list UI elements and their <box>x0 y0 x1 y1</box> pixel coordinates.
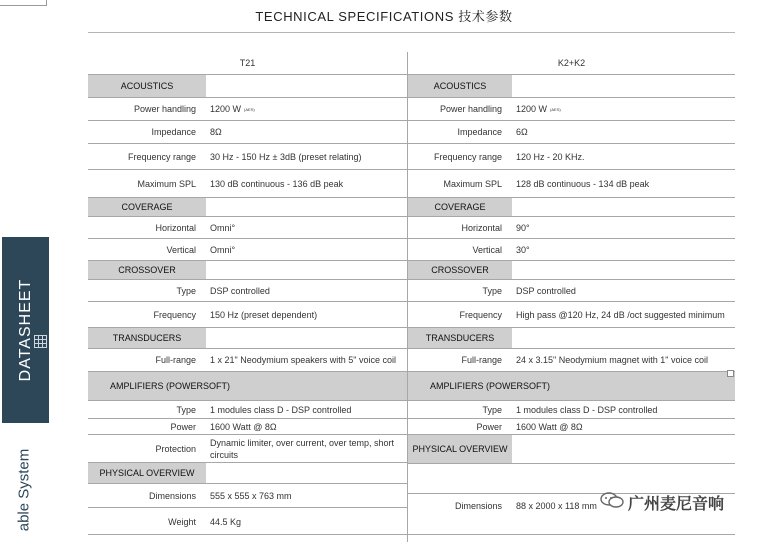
left-section-header: TRANSDUCERS <box>88 327 206 348</box>
watermark-text: 广州麦尼音响 <box>628 496 725 513</box>
right-spec-value <box>512 279 735 301</box>
spec-value-text: 30 Hz - 150 Hz ± 3dB (preset relating) <box>210 151 362 162</box>
spec-value-text: Dynamic limiter, over current, over temp, short circuits <box>210 437 395 460</box>
left-spec-value <box>206 143 407 169</box>
left-spec-value <box>206 169 407 197</box>
right-spec-label: Dimensions <box>408 493 512 517</box>
left-section-header: CROSSOVER <box>88 260 206 279</box>
spec-value-text: 1600 Watt @ 8Ω <box>516 421 583 432</box>
right-spec-value <box>512 143 735 169</box>
left-spec-label: Protection <box>88 434 206 462</box>
left-spec-value <box>206 400 407 418</box>
left-spec-label: Weight <box>88 507 206 536</box>
right-section-header: TRANSDUCERS <box>408 327 512 348</box>
left-spec-label: Type <box>88 400 206 418</box>
left-spec-value <box>206 507 407 536</box>
left-spec-label: Power <box>88 418 206 434</box>
right-spec-value <box>512 169 735 197</box>
left-section-header: ACOUSTICS <box>88 74 206 97</box>
left-spec-label: Full-range <box>88 348 206 371</box>
right-section-header: COVERAGE <box>408 197 512 216</box>
right-spec-label: Impedance <box>408 120 512 143</box>
right-spec-value <box>512 348 735 371</box>
spec-value-text: 30° <box>516 244 530 255</box>
left-spec-label: Maximum SPL <box>88 169 206 197</box>
right-section-header: ACOUSTICS <box>408 74 512 97</box>
right-section-blank <box>512 74 735 97</box>
left-spec-value <box>206 348 407 371</box>
datasheet-tab-label: DATASHEET <box>16 278 34 382</box>
spec-value-text: 1 x 21" Neodymium speakers with 5" voice coil <box>210 355 396 365</box>
spec-value-text: 88 x 2000 x 118 mm <box>516 500 597 511</box>
right-spec-value <box>512 238 735 260</box>
left-spec-value <box>206 434 407 462</box>
spec-value-text: 130 dB continuous - 136 dB peak <box>210 178 344 189</box>
page-title: TECHNICAL SPECIFICATIONS 技术参数 <box>255 9 513 24</box>
right-section-blank <box>512 197 735 216</box>
spec-value-text: 120 Hz - 20 KHz. <box>516 151 585 162</box>
right-spec-label: Power handling <box>408 97 512 120</box>
left-section-blank <box>206 260 407 279</box>
spec-value-text: Omni° <box>210 222 236 233</box>
right-spec-label: Horizontal <box>408 216 512 238</box>
wechat-logo-icon <box>599 491 625 509</box>
spec-value-text: 1 modules class D - DSP controlled <box>210 404 352 415</box>
spec-value-text: 6Ω <box>516 127 528 137</box>
right-section-blank <box>512 327 735 348</box>
spec-value-text: Omni° <box>210 244 236 255</box>
left-spec-label: Impedance <box>88 120 206 143</box>
left-spec-value <box>206 97 407 120</box>
left-spec-label: Frequency <box>88 301 206 327</box>
right-spec-value <box>512 400 735 418</box>
left-spec-label: Horizontal <box>88 216 206 238</box>
spec-value-text: 150 Hz (preset dependent) <box>210 309 318 320</box>
spec-value-text: 44.5 Kg <box>210 517 242 527</box>
title-divider <box>88 32 735 33</box>
left-spec-value <box>206 238 407 260</box>
right-spec-value <box>512 463 735 493</box>
left-spec-label: Type <box>88 279 206 301</box>
right-section-header: AMPLIFIERS (POWERSOFT) <box>408 371 735 400</box>
spec-unit-note: (AES) <box>244 107 255 112</box>
right-spec-label: Full-range <box>408 348 512 371</box>
left-spec-value <box>206 301 407 327</box>
right-spec-label: Frequency range <box>408 143 512 169</box>
spec-unit-note: (AES) <box>550 107 561 112</box>
right-spec-value <box>512 301 735 327</box>
right-spec-label: Power <box>408 418 512 434</box>
right-spec-value <box>512 418 735 434</box>
datasheet-tab[interactable] <box>2 237 49 423</box>
spec-value-text: 8Ω <box>210 127 222 137</box>
right-model-header: K2+K2 <box>557 58 586 68</box>
spec-value-text: 1600 Watt @ 8Ω <box>210 421 277 432</box>
spec-value-text: DSP controlled <box>210 285 270 296</box>
left-model-header: T21 <box>239 58 256 68</box>
left-section-blank <box>206 462 407 483</box>
left-spec-label: Vertical <box>88 238 206 260</box>
left-spec-value <box>206 483 407 507</box>
spec-value-text: 1200 W <box>516 104 548 114</box>
spec-value-text: 555 x 555 x 763 mm <box>210 490 292 501</box>
side-label: able System <box>15 448 33 532</box>
left-spec-value <box>206 120 407 143</box>
right-spec-label: Frequency <box>408 301 512 327</box>
right-spec-value <box>512 120 735 143</box>
right-spec-value <box>512 97 735 120</box>
grid-icon <box>34 335 47 348</box>
left-section-header: COVERAGE <box>88 197 206 216</box>
right-spec-label: Vertical <box>408 238 512 260</box>
spec-value-text: 1200 W <box>210 104 242 114</box>
right-section-header: CROSSOVER <box>408 260 512 279</box>
spec-value-text: High pass @120 Hz, 24 dB /oct suggested minimum <box>516 309 725 320</box>
right-section-blank <box>512 260 735 279</box>
left-spec-label: Frequency range <box>88 143 206 169</box>
right-section-blank <box>512 434 735 463</box>
right-spec-label: Type <box>408 400 512 418</box>
left-spec-label: Power handling <box>88 97 206 120</box>
left-spec-label: Dimensions <box>88 483 206 507</box>
right-section-header: PHYSICAL OVERVIEW <box>408 434 512 463</box>
right-spec-label: Maximum SPL <box>408 169 512 197</box>
spec-value-text: DSP controlled <box>516 285 576 296</box>
left-section-blank <box>206 327 407 348</box>
right-spec-value <box>512 216 735 238</box>
left-spec-value <box>206 216 407 238</box>
left-spec-value <box>206 279 407 301</box>
spec-value-text: 90° <box>516 222 530 233</box>
frame-handle-icon <box>727 370 734 377</box>
left-section-header: AMPLIFIERS (POWERSOFT) <box>88 371 407 400</box>
left-section-header: PHYSICAL OVERVIEW <box>88 462 206 483</box>
left-spec-value <box>206 418 407 434</box>
right-spec-label: Type <box>408 279 512 301</box>
spec-value-text: 1 modules class D - DSP controlled <box>516 404 658 415</box>
spec-value-text: 128 dB continuous - 134 dB peak <box>516 178 650 189</box>
left-section-blank <box>206 197 407 216</box>
right-spec-label <box>408 463 512 493</box>
left-section-blank <box>206 74 407 97</box>
spec-value-text: 24 x 3.15" Neodymium magnet with 1" voice coil <box>516 355 708 365</box>
